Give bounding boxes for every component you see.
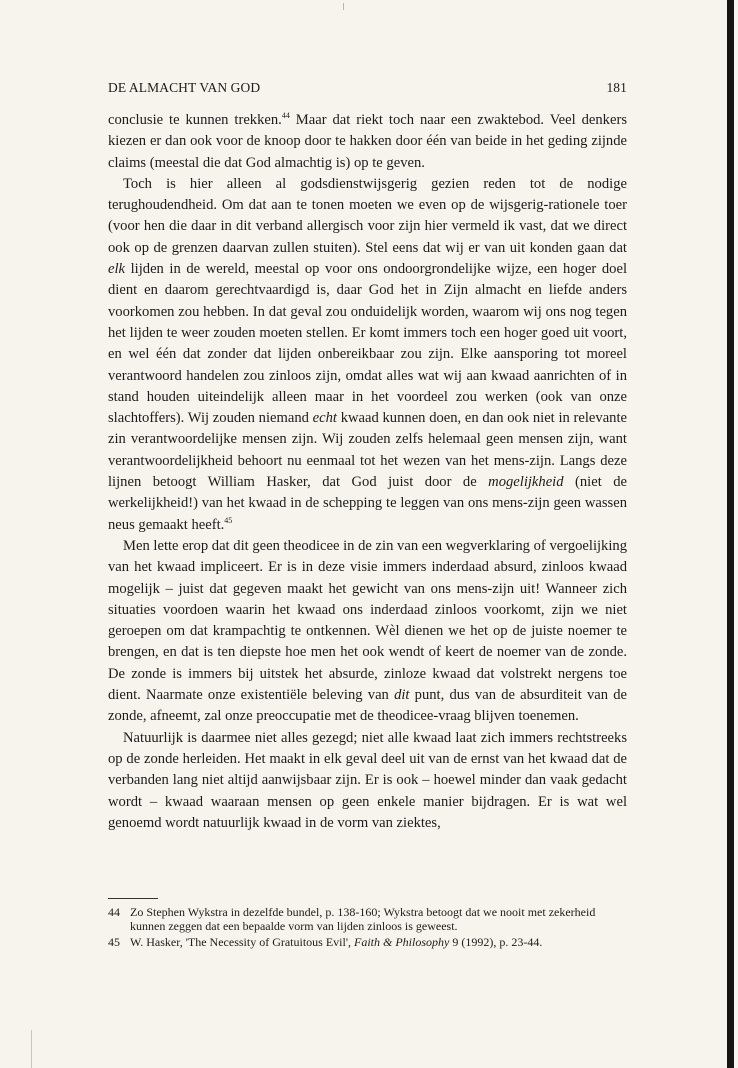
text-span: Toch is hier alleen al godsdienstwijsgerig gezien reden tot de nodige terughoudendheid. Om dat aan te tonen moeten we even op de wijsgerig-rationele toer (voor hen die daar in dit verband allergisch voor zijn hier vermeld ik vast, dat we direct ook op de grenzen daarvan zullen stuiten). Stel eens dat wij er van uit konden gaan dat (108, 175, 627, 256)
footnote-ref-44: 44 (281, 111, 290, 120)
text-span: Men lette erop dat dit geen theodicee in de zin van een wegverklaring of vergoelijking van het kwaad impliceert. Er is in deze visie immers inderdaad absurd, zinloos kwaad mogelijk – juist dat gegeven maakt het gewicht van ons mens-zijn uit! Wanneer zich situaties voordoen waarin het kwaad ons inderdaad zinloos voorkomt, zijn we niet geroepen om dat krampachtig te ontkennen. Wèl dienen we het op de juiste noemer te brengen, en dat is ten diepste hoe men het ook wendt of keert de noemer van de zonde. De zonde is immers bij uitstek het absurde, zinloze kwaad dat volstrekt nergens toe dient. Naarmate onze existentiële beleving van (108, 537, 627, 704)
scan-mark (343, 3, 344, 10)
footnote-text: W. Hasker, 'The Necessity of Gratuitous Evil', (130, 935, 355, 949)
page-number: 181 (606, 80, 627, 95)
footnotes (108, 905, 627, 951)
text-span: lijden in de wereld, meestal op voor ons ondoorgrondelijke wijze, een hoger doel dient en daarom gerechtvaardigd is, daar God het in Zijn almacht en liefde anders voorkomen zou hebben. In dat geval zou onduidelijk worden, waarom wij ons nog tegen het lijden te weer zouden moeten stellen. Er komt immers toch een hoger goed uit voort, en wel één dat zonder dat lijden onbereikbaar zou zijn. Elke aansporing tot moreel verantwoord handelen zou zinloos zijn, omdat alles wat wij aan kwaad aanrichten of in stand houden uiteindelijk alleen maar in het voordeel zou werken (ook van onze slachtoffers). Wij zouden niemand (108, 261, 627, 427)
paragraph-3 (108, 536, 627, 728)
footnote-number: 44 (108, 905, 120, 919)
emphasis: echt (312, 410, 337, 427)
text-span: Maar dat riekt toch naar een zwaktebod. Veel denkers kiezen er dan ook voor de knoop door te hakken door één van beide in het geding zijnde claims (meestal die dat God almachtig is) op te geven. (108, 112, 627, 171)
emphasis: mogelijkheid (488, 474, 564, 491)
footnote-number: 45 (108, 935, 120, 949)
paragraph-1 (108, 110, 627, 174)
footnote-44 (108, 905, 627, 933)
journal-title: Faith & Philosophy (354, 935, 450, 949)
text-span: (niet de werkelijkheid!) van het kwaad in de schepping te leggen van ons mens-zijn geen wassen neus gemaakt heeft. (108, 474, 627, 533)
scan-edge-bar (727, 0, 734, 1068)
text-span: kwaad kunnen doen, en dan ook niet in relevante zin verantwoordelijke mensen zijn. Wij zouden zelfs helemaal geen mensen zijn, want verantwoordelijkheid behoort nu eenmaal tot het wezen van het mens-zijn. Langs deze lijnen betoogt William Hasker, dat God juist door de (108, 410, 627, 491)
scan-margin-line (31, 1030, 32, 1068)
footnote-ref-45: 45 (224, 515, 233, 525)
text-span: punt, dus van de absurditeit van de zonde, afneemt, zal onze preoccupatie met de theodicee-vraag blijven toenemen. (108, 687, 628, 725)
footnote-45 (108, 935, 627, 949)
footnote-rule (108, 898, 158, 899)
paragraph-4 (108, 728, 627, 834)
emphasis: elk (108, 261, 126, 278)
emphasis: dit (394, 687, 410, 704)
text-span: Natuurlijk is daarmee niet alles gezegd; niet alle kwaad laat zich immers rechtstreeks op de zonde herleiden. Het maakt in elk geval deel uit van de ernst van het kwaad dat de verbanden lang niet altijd aanwijsbaar zijn. Er is ook – hoewel minder dan vaak gedacht wordt – kwaad waaraan mensen op geen enkele manier bijdragen. Er is wat wel genoemd wordt natuurlijk kwaad in de vorm van ziektes, (108, 729, 627, 831)
running-header (108, 80, 627, 96)
main-text (108, 110, 627, 834)
running-title: DE ALMACHT VAN GOD (108, 80, 261, 95)
footnote-text: 9 (1992), p. 23-44. (449, 935, 543, 949)
footnote-text: Zo Stephen Wykstra in dezelfde bundel, p. 138-160; Wykstra betoogt dat we nooit met zekerheid kunnen zeggen dat een bepaalde vorm van lijden zinloos is geweest. (130, 905, 596, 933)
paragraph-2 (108, 174, 627, 536)
text-span: conclusie te kunnen trekken. (108, 112, 282, 128)
